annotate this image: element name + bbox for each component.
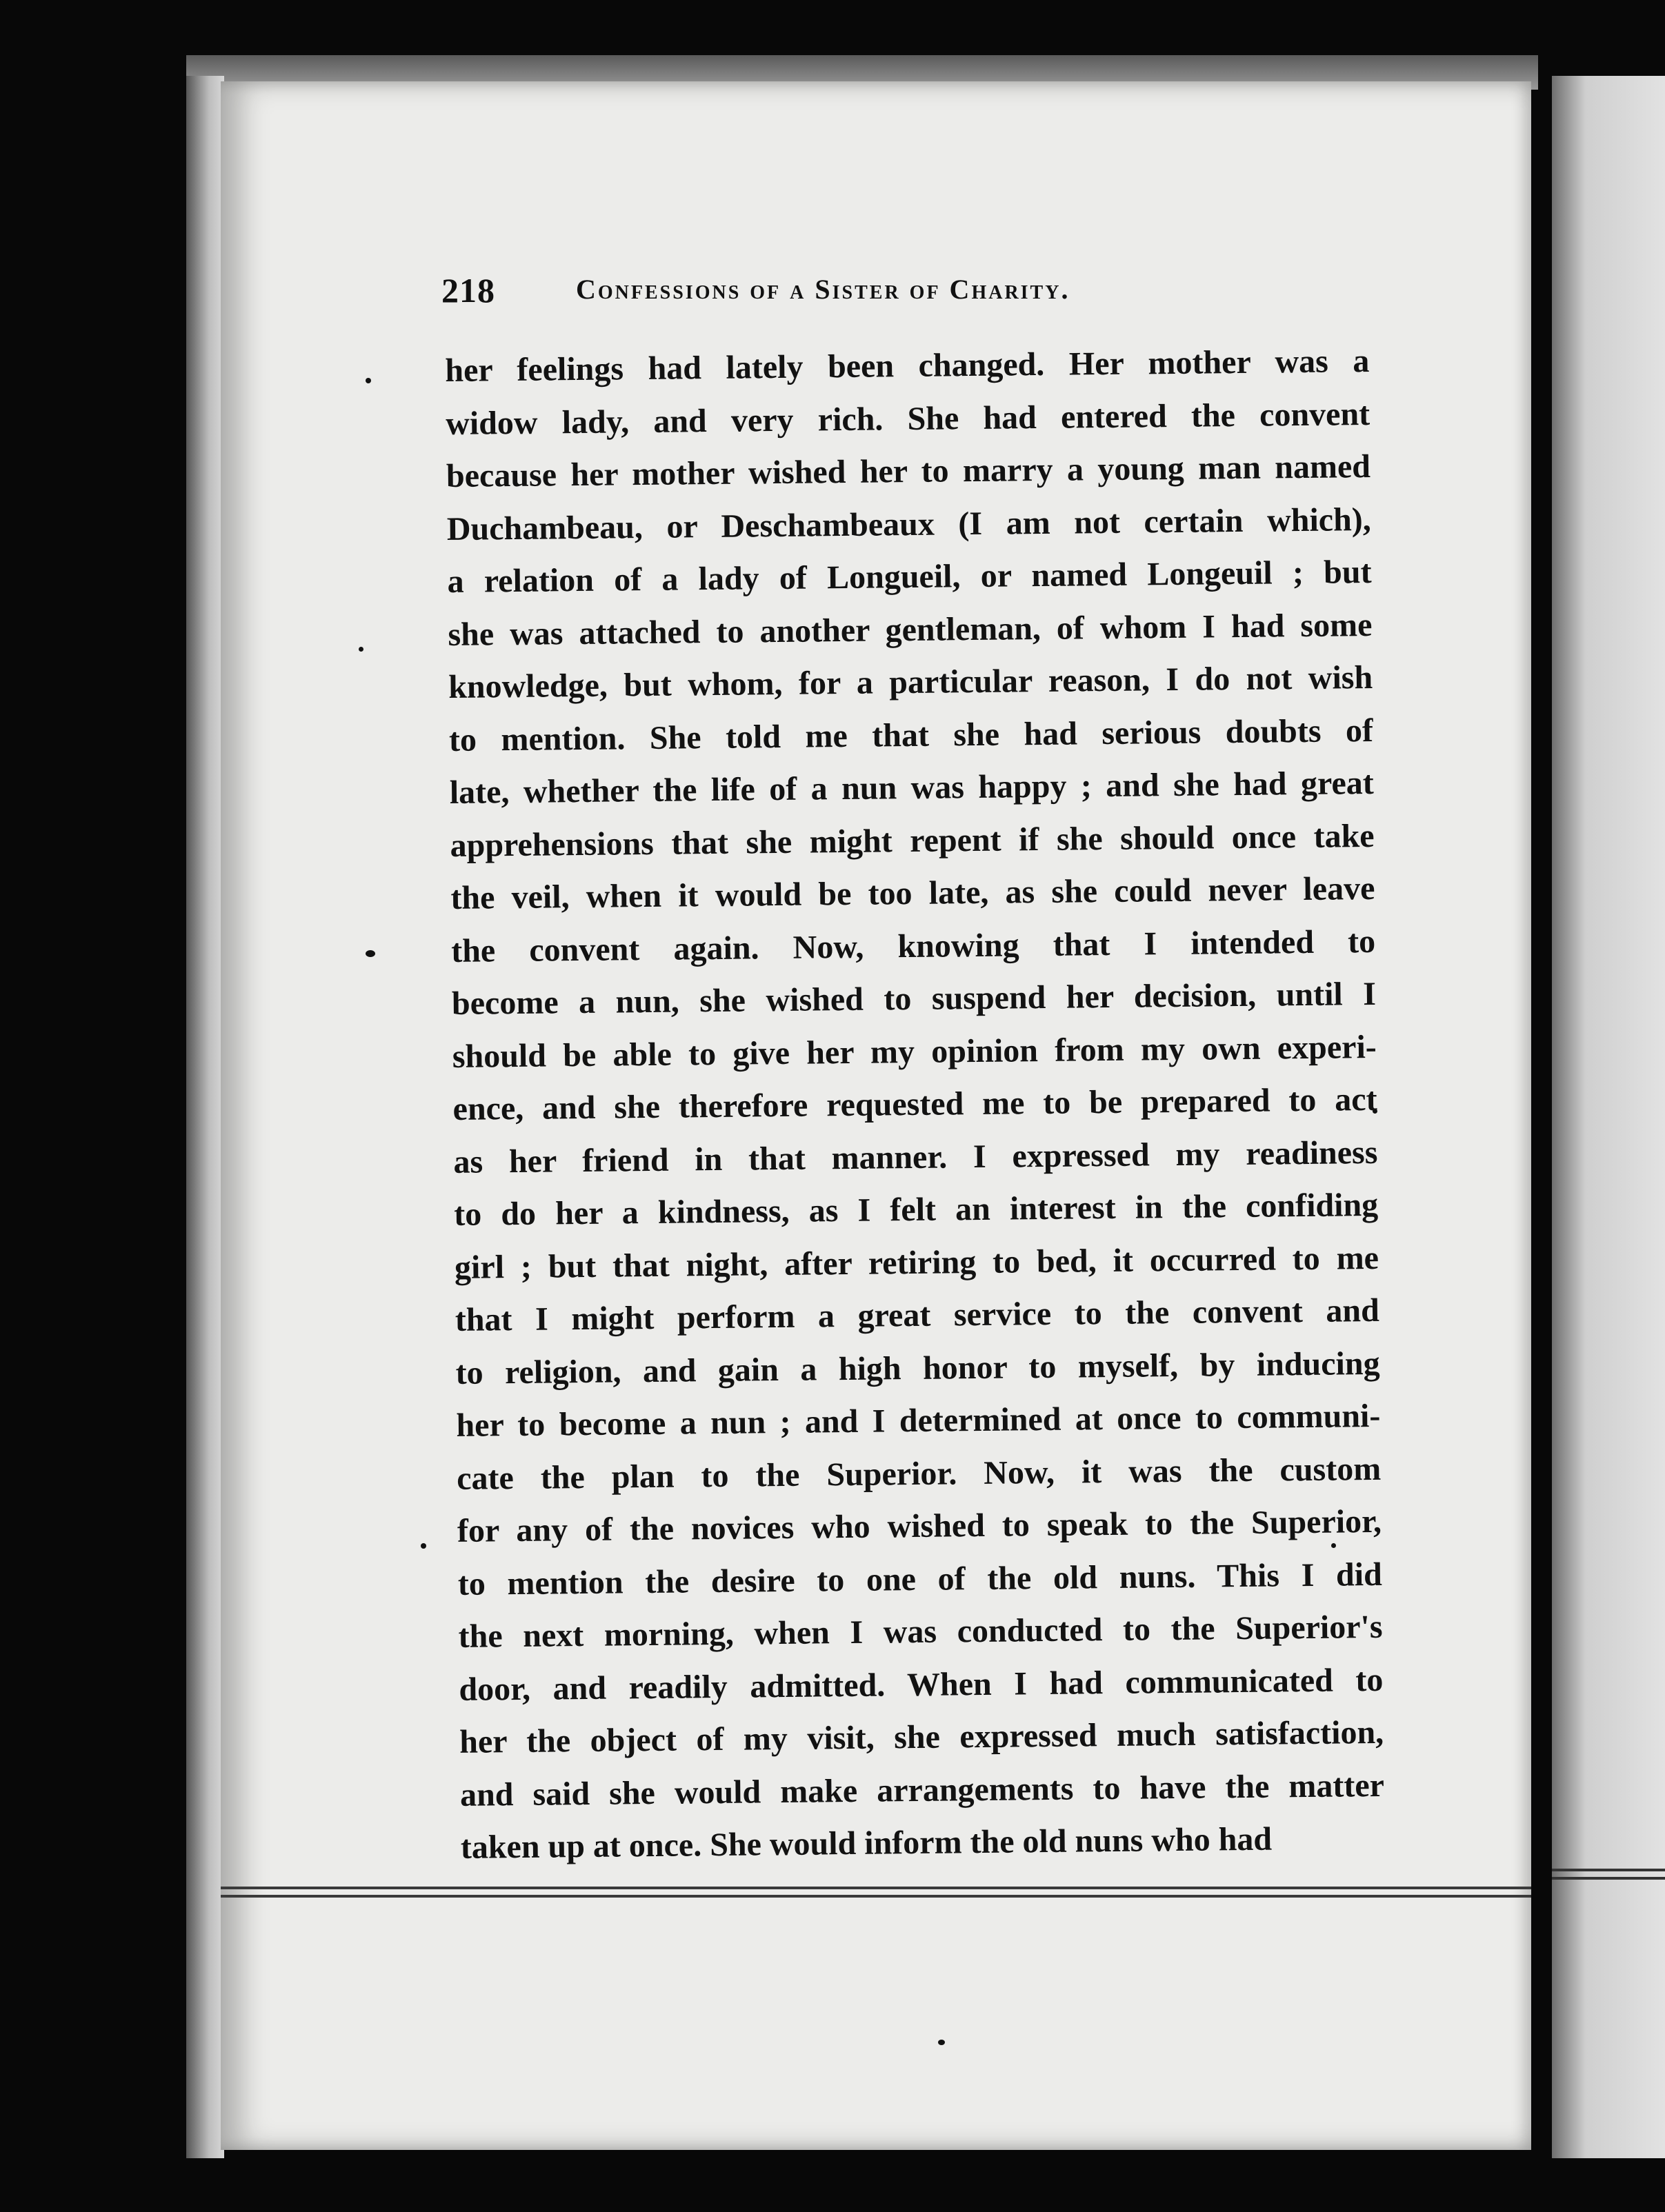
text-line: become a nun, she wished to suspend her decision, until I bbox=[451, 975, 1377, 1022]
ink-speck bbox=[366, 950, 375, 957]
page-gutter bbox=[186, 76, 224, 2158]
ink-speck bbox=[366, 378, 371, 383]
facing-page-rule bbox=[1552, 1869, 1665, 1871]
text-line: as her friend in that manner. I expressed my readiness bbox=[453, 1134, 1378, 1180]
text-line: widow lady, and very rich. She had entered the convent bbox=[445, 395, 1370, 442]
page-bottom-rule bbox=[221, 1895, 1531, 1898]
text-line: and said she would make arrangements to have the matter bbox=[459, 1767, 1385, 1813]
page-bottom-rule bbox=[221, 1887, 1531, 1889]
text-line: she was attached to another gentleman, of whom I had some bbox=[448, 606, 1373, 653]
text-line: late, whether the life of a nun was happy ; and she had great bbox=[449, 764, 1375, 811]
text-line: should be able to give her my opinion from my own experi- bbox=[452, 1028, 1377, 1075]
text-line: because her mother wished her to marry a young man named bbox=[446, 448, 1371, 494]
page-header bbox=[441, 270, 1421, 332]
page-number: 218 bbox=[441, 271, 495, 310]
text-line: a relation of a lady of Longueil, or named Longeuil ; but bbox=[447, 553, 1372, 600]
text-line: apprehensions that she might repent if she should once take bbox=[450, 817, 1375, 864]
ink-speck bbox=[359, 647, 363, 652]
text-line: the convent again. Now, knowing that I intended to bbox=[450, 923, 1376, 969]
ink-speck bbox=[938, 2040, 945, 2045]
text-line: girl ; but that night, after retiring to bed, it occurred to me bbox=[454, 1239, 1379, 1286]
text-line: door, and readily admitted. When I had communicated to bbox=[459, 1661, 1384, 1708]
text-line: ence, and she therefore requested me to be prepared to act bbox=[452, 1080, 1377, 1127]
text-line: the next morning, when I was conducted to the Superior's bbox=[458, 1608, 1383, 1655]
text-line: to mention the desire to one of the old nuns. This I did bbox=[457, 1556, 1383, 1602]
text-line: her to become a nun ; and I determined at once to communi- bbox=[456, 1397, 1381, 1444]
facing-page-edge bbox=[1552, 76, 1665, 2158]
text-line: cate the plan to the Superior. Now, it was the custom bbox=[456, 1450, 1382, 1497]
text-line: Duchambeau, or Deschambeaux (I am not certain which), bbox=[446, 501, 1371, 547]
facing-page-rule bbox=[1552, 1877, 1665, 1880]
running-head: Confessions of a Sister of Charity. bbox=[576, 274, 1070, 305]
text-line: knowledge, but whom, for a particular reason, I do not wish bbox=[448, 658, 1373, 705]
ink-speck bbox=[421, 1543, 426, 1549]
text-line: to mention. She told me that she had serious doubts of bbox=[448, 712, 1374, 758]
page-body-text bbox=[445, 335, 1385, 1874]
text-line: for any of the novices who wished to speak to the Superior, bbox=[457, 1502, 1382, 1549]
text-line: to do her a kindness, as I felt an interest in the confiding bbox=[453, 1186, 1379, 1233]
text-line: that I might perform a great service to the convent and bbox=[455, 1291, 1380, 1338]
text-line: the veil, when it would be too late, as she could never leave bbox=[450, 869, 1375, 916]
text-line: her feelings had lately been changed. Her mother was a bbox=[445, 342, 1370, 389]
text-line: to religion, and gain a high honor to myself, by inducing bbox=[455, 1345, 1380, 1391]
text-line: taken up at once. She would inform the old nuns who had bbox=[460, 1820, 1273, 1866]
text-line: her the object of my visit, she expressed much satisfaction, bbox=[459, 1713, 1384, 1760]
